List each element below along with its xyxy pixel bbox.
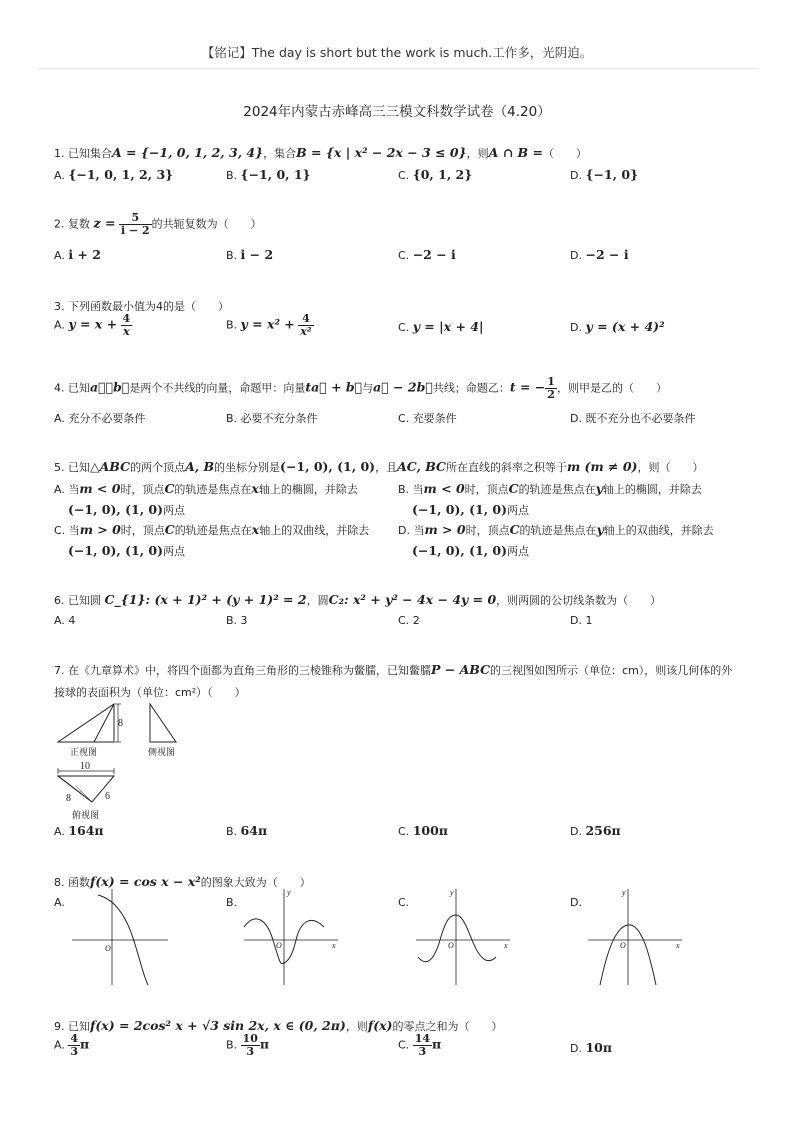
q7-option-a[interactable]	[54, 823, 104, 838]
q2-text: 2. 复数	[54, 217, 90, 231]
option-text: 2	[412, 614, 420, 627]
q9-option-b[interactable]	[226, 1033, 269, 1058]
question-6-stem	[54, 592, 661, 608]
q9-c-fraction	[413, 1033, 432, 1058]
q4-text: 共线；命题乙：	[432, 381, 510, 395]
option-text: 时，顶点	[120, 483, 165, 496]
option-expr: x	[251, 481, 259, 496]
option-text: 两点	[507, 545, 530, 558]
y-axis-label: y	[287, 888, 291, 897]
fraction-numerator: 14	[414, 1032, 430, 1045]
question-9-stem	[54, 1018, 502, 1034]
option-text: 的轨迹是焦点在	[519, 524, 597, 537]
y-axis-label: y	[622, 888, 626, 897]
q5-expr: AC, BC	[397, 459, 446, 474]
option-expr: m < 0	[79, 481, 121, 496]
option-text: 轴上的双曲线，并除去	[603, 524, 714, 537]
q6-circle-1: C_{1}: (x + 1)² + (y + 1)² = 2	[104, 592, 307, 607]
q7-text: 7. 在《九章算术》中，将四个面都为直角三角形的三棱锥称为鳖臑，已知鳖臑	[54, 664, 431, 677]
curve	[418, 915, 496, 962]
q5-expr: △ABC	[90, 459, 131, 474]
option-label: D.	[570, 169, 582, 182]
option-expr: y = x +	[68, 316, 118, 332]
fraction-numerator: 4	[122, 312, 131, 325]
option-text: 两点	[163, 545, 186, 558]
q5-option-b[interactable]	[398, 481, 702, 518]
three-view-figure	[52, 700, 192, 825]
option-label: A.	[54, 318, 65, 332]
option-text: {−1, 0, 1}	[240, 167, 311, 182]
q7-option-c[interactable]	[398, 823, 448, 838]
option-text: 轴上的双曲线，并除去	[259, 524, 370, 537]
option-label: D.	[570, 321, 582, 334]
option-text: 充要条件	[412, 412, 457, 425]
option-expr: π	[79, 1036, 90, 1052]
q6-circle-2: C₂: x² + y² − 4x − 4y = 0	[328, 592, 497, 607]
fraction-denominator: x²	[300, 325, 312, 338]
q3-option-a[interactable]	[54, 313, 132, 338]
option-text: C. 当	[54, 524, 80, 537]
q9-expr: f(x)	[367, 1018, 393, 1033]
q6-option-c[interactable]	[398, 614, 420, 627]
fraction-numerator: 10	[242, 1032, 258, 1045]
fraction-numerator: 5	[119, 212, 152, 225]
q4-vectors: a⃗，b⃗	[90, 379, 130, 395]
q9-option-a[interactable]	[54, 1033, 89, 1058]
x-axis-label: x	[504, 941, 508, 950]
option-label: C.	[398, 1038, 410, 1052]
q1-expr: A ∩ B =	[488, 145, 543, 160]
q4-fraction	[545, 376, 557, 401]
q2-option-d[interactable]	[570, 247, 629, 262]
q1-text: ，集合	[263, 147, 297, 160]
q5-text: 的坐标分别是	[214, 461, 281, 474]
option-label: C.	[398, 825, 410, 838]
q3-b-fraction	[298, 313, 313, 338]
option-expr: m > 0	[79, 522, 121, 537]
question-5-stem	[54, 459, 703, 475]
q9-text: ，则	[345, 1020, 368, 1033]
question-3-stem: 3. 下列函数最小值为4的是（ ）	[54, 300, 229, 313]
q9-text: 9. 已知	[54, 1020, 90, 1033]
option-expr: π	[259, 1036, 270, 1052]
option-label: A.	[54, 1038, 65, 1052]
option-text: 1	[585, 614, 593, 627]
q8-graph-d[interactable]	[584, 885, 694, 990]
q3-option-c[interactable]	[398, 319, 484, 334]
fraction-denominator: x	[123, 325, 130, 338]
origin-label: O	[448, 941, 454, 950]
origin-label: O	[105, 944, 111, 953]
q4-expr: ta⃗ + b⃗	[305, 379, 363, 395]
option-expr: y = |x + 4|	[412, 319, 484, 334]
option-label: A.	[54, 825, 65, 838]
q7-option-d[interactable]	[570, 823, 621, 838]
option-expr: C	[508, 481, 519, 496]
option-text: 时，顶点	[465, 524, 510, 537]
option-label: C.	[398, 249, 410, 262]
fraction-denominator: 3	[418, 1045, 427, 1058]
q6-option-b[interactable]	[226, 614, 248, 627]
q9-a-fraction	[68, 1033, 80, 1058]
option-text: 100π	[412, 823, 448, 838]
option-label: A.	[54, 249, 65, 262]
q5-expr: m (m ≠ 0)	[566, 459, 638, 474]
q1-set-a: A = {−1, 0, 1, 2, 3, 4}	[112, 145, 264, 160]
option-expr: C	[164, 522, 175, 537]
q1-text: （ ）	[542, 147, 587, 160]
option-label: B.	[226, 1038, 238, 1052]
option-text: {0, 1, 2}	[412, 167, 473, 182]
option-label: D.	[570, 249, 582, 262]
q3-option-d[interactable]	[570, 319, 665, 334]
q4-option-b[interactable]	[226, 410, 318, 426]
q9-option-c[interactable]	[398, 1033, 441, 1058]
option-text: 充分不必要条件	[68, 412, 146, 425]
option-expr: (−1, 0), (1, 0)	[68, 502, 164, 517]
q2-text: 的共轭复数为（ ）	[151, 217, 262, 231]
front-view-label: 正视图	[70, 747, 98, 757]
q4-expr: a⃗ − 2b⃗	[373, 379, 433, 395]
header-motto: 【铭记】The day is short but the work is much.工作多，光阴迫。	[201, 45, 593, 60]
fraction-numerator: 4	[298, 313, 313, 326]
option-text: 的轨迹是焦点在	[518, 483, 596, 496]
option-label: C.	[398, 412, 410, 425]
q7-option-b[interactable]	[226, 823, 267, 838]
side-view	[150, 704, 176, 742]
option-label: B.	[226, 412, 238, 425]
q5-option-d[interactable]	[398, 522, 714, 559]
option-text: B. 当	[398, 483, 424, 496]
question-7-stem-line2: 接球的表面积为（单位：cm²）（ ）	[54, 686, 246, 699]
option-label: B.	[226, 169, 238, 182]
q1-option-b[interactable]	[226, 167, 311, 182]
q2-lhs: z =	[93, 215, 116, 231]
q8-graph-c[interactable]	[412, 885, 522, 990]
top-view-label: 俯视图	[72, 810, 100, 820]
option-label: A.	[54, 412, 65, 425]
q4-option-d[interactable]	[570, 410, 695, 426]
option-expr: (−1, 0), (1, 0)	[68, 543, 164, 558]
option-text: 64π	[240, 823, 268, 838]
option-expr: C	[164, 481, 175, 496]
q2-fraction	[119, 212, 152, 237]
option-text: 时，顶点	[120, 524, 165, 537]
q8-graph-a[interactable]	[68, 885, 178, 990]
q6-option-a[interactable]	[54, 614, 75, 627]
q4-expr: t = −	[509, 379, 546, 395]
option-text: 的轨迹是焦点在	[174, 483, 252, 496]
option-expr: y	[596, 522, 604, 537]
option-expr: x	[251, 522, 260, 537]
q8-graph-b[interactable]	[240, 885, 350, 990]
q9-option-d[interactable]	[570, 1040, 612, 1055]
question-2-stem	[54, 212, 262, 237]
q4-text: 与	[362, 381, 374, 395]
question-7-stem	[54, 662, 732, 678]
q5-option-a[interactable]	[54, 481, 358, 518]
q3-a-fraction	[121, 313, 133, 338]
q5-text: ，且	[375, 461, 398, 474]
q8-option-b-label[interactable]: B.	[226, 896, 238, 909]
option-label: B.	[226, 249, 238, 262]
front-view-dim: 8	[118, 718, 123, 729]
option-expr: y	[595, 481, 603, 496]
option-expr: C	[509, 522, 520, 537]
q9-expr: f(x) = 2cos² x + √3 sin 2x, x ∈ (0, 2π)	[90, 1018, 346, 1033]
q1-text: ，则	[466, 147, 489, 160]
q8-option-a-label[interactable]: A.	[54, 896, 65, 909]
q5-text: ，则（ ）	[637, 461, 704, 474]
option-expr: y = (x + 4)²	[585, 319, 665, 334]
option-label: C.	[398, 614, 410, 627]
option-text: i − 2	[240, 247, 274, 262]
fraction-denominator: 2	[547, 388, 555, 401]
option-expr: (−1, 0), (1, 0)	[412, 502, 508, 517]
q2-option-c[interactable]	[398, 247, 456, 262]
fraction-denominator: 3	[246, 1045, 255, 1058]
option-text: 既不充分也不必要条件	[585, 412, 696, 425]
option-label: D.	[570, 614, 582, 627]
option-label: A.	[54, 169, 65, 182]
option-expr: y = x² +	[240, 316, 295, 332]
page-title: 2024年内蒙古赤峰高三三模文科数学试卷（4.20）	[243, 104, 551, 120]
q1-option-d[interactable]	[570, 167, 638, 182]
option-text: 必要不充分条件	[240, 412, 318, 425]
q7-text: 的三视图如图所示（单位：cm），则该几何体的外	[490, 664, 733, 677]
option-expr: m > 0	[424, 522, 466, 537]
q2-option-b[interactable]	[226, 247, 273, 262]
q8-option-d-label[interactable]: D.	[570, 896, 582, 909]
option-text: 256π	[585, 823, 621, 838]
option-label: B.	[226, 614, 238, 627]
q8-option-c-label[interactable]: C.	[398, 896, 410, 909]
option-text: 轴上的椭圆，并除去	[258, 483, 358, 496]
option-text: 时，顶点	[464, 483, 509, 496]
option-text: {−1, 0, 1, 2, 3}	[68, 167, 174, 182]
q1-option-c[interactable]	[398, 167, 472, 182]
header-divider	[38, 68, 758, 69]
option-label: B.	[226, 825, 238, 838]
fraction-numerator: 4	[70, 1032, 78, 1045]
q8-text: 8. 函数	[54, 876, 90, 889]
q7-expr: P − ABC	[431, 662, 491, 677]
q6-text: ，则两圆的公切线条数为（ ）	[496, 594, 662, 607]
option-expr: (−1, 0), (1, 0)	[412, 543, 508, 558]
option-label: C.	[398, 321, 410, 334]
option-text: A. 当	[54, 483, 80, 496]
q5-option-c[interactable]	[54, 522, 369, 559]
side-view-label: 侧视图	[148, 747, 176, 757]
option-text: −2 − i	[585, 247, 629, 262]
top-view-dim-6: 6	[105, 791, 110, 802]
option-label: D.	[570, 825, 582, 838]
option-text: i + 2	[68, 247, 101, 262]
option-text: 164π	[68, 823, 104, 838]
q5-text: 5. 已知	[54, 461, 90, 474]
question-4-stem	[54, 376, 667, 401]
q6-text: ，圆	[306, 594, 329, 607]
q5-text: 所在直线的斜率之积等于	[445, 461, 567, 474]
q2-option-a[interactable]	[54, 247, 101, 262]
option-label: D.	[570, 412, 582, 425]
option-expr: π	[432, 1036, 442, 1052]
q4-text: 是两个不共线的向量，命题甲：向量	[129, 381, 306, 395]
origin-label: O	[620, 941, 626, 950]
option-label: A.	[54, 614, 65, 627]
option-label: D.	[570, 1042, 582, 1055]
y-axis-label: y	[450, 888, 454, 897]
q4-option-c[interactable]	[398, 410, 457, 426]
q1-set-b: B = {x | x² − 2x − 3 ≤ 0}	[296, 145, 467, 160]
q3-option-b[interactable]	[226, 313, 314, 338]
q5-expr: (−1, 0), (1, 0)	[280, 459, 376, 474]
fraction-numerator: 1	[547, 375, 555, 388]
option-text: −2 − i	[412, 247, 456, 262]
option-text: 轴上的椭圆，并除去	[602, 483, 702, 496]
option-label: C.	[398, 169, 410, 182]
option-text: 4	[68, 614, 76, 627]
q4-text: ，则甲是乙的（ ）	[556, 381, 667, 395]
option-text: 两点	[507, 504, 530, 517]
option-text: 3	[240, 614, 248, 627]
q6-text: 6. 已知圆	[54, 594, 101, 607]
option-text: {−1, 0}	[585, 167, 639, 182]
option-expr: m < 0	[423, 481, 465, 496]
fraction-denominator: 3	[70, 1045, 78, 1058]
q9-b-fraction	[241, 1033, 260, 1058]
option-text: 的轨迹是焦点在	[174, 524, 252, 537]
question-1-stem	[54, 145, 587, 161]
q6-option-d[interactable]	[570, 614, 592, 627]
fraction-denominator: i − 2	[120, 224, 150, 237]
q5-expr: A, B	[185, 459, 215, 474]
origin-label: O	[276, 941, 282, 950]
top-view-dim-10: 10	[80, 761, 90, 772]
option-text: 两点	[163, 504, 186, 517]
q4-option-a[interactable]	[54, 410, 145, 426]
q1-text: 1. 已知集合	[54, 147, 112, 160]
option-text: 10π	[585, 1040, 613, 1055]
x-axis-label: x	[676, 941, 680, 950]
q1-option-a[interactable]	[54, 167, 173, 182]
top-view-dim-8: 8	[66, 793, 71, 804]
q9-text: 的零点之和为（ ）	[392, 1020, 503, 1033]
option-text: D. 当	[398, 524, 425, 537]
option-label: B.	[226, 318, 238, 332]
q8-expr: f(x) = cos x − x²	[90, 874, 201, 889]
front-view	[58, 704, 121, 742]
x-axis-label: x	[332, 941, 336, 950]
q5-text: 的两个顶点	[130, 461, 186, 474]
q4-text: 4. 已知	[54, 381, 90, 395]
q8-text: 的图象大致为（ ）	[200, 876, 311, 889]
